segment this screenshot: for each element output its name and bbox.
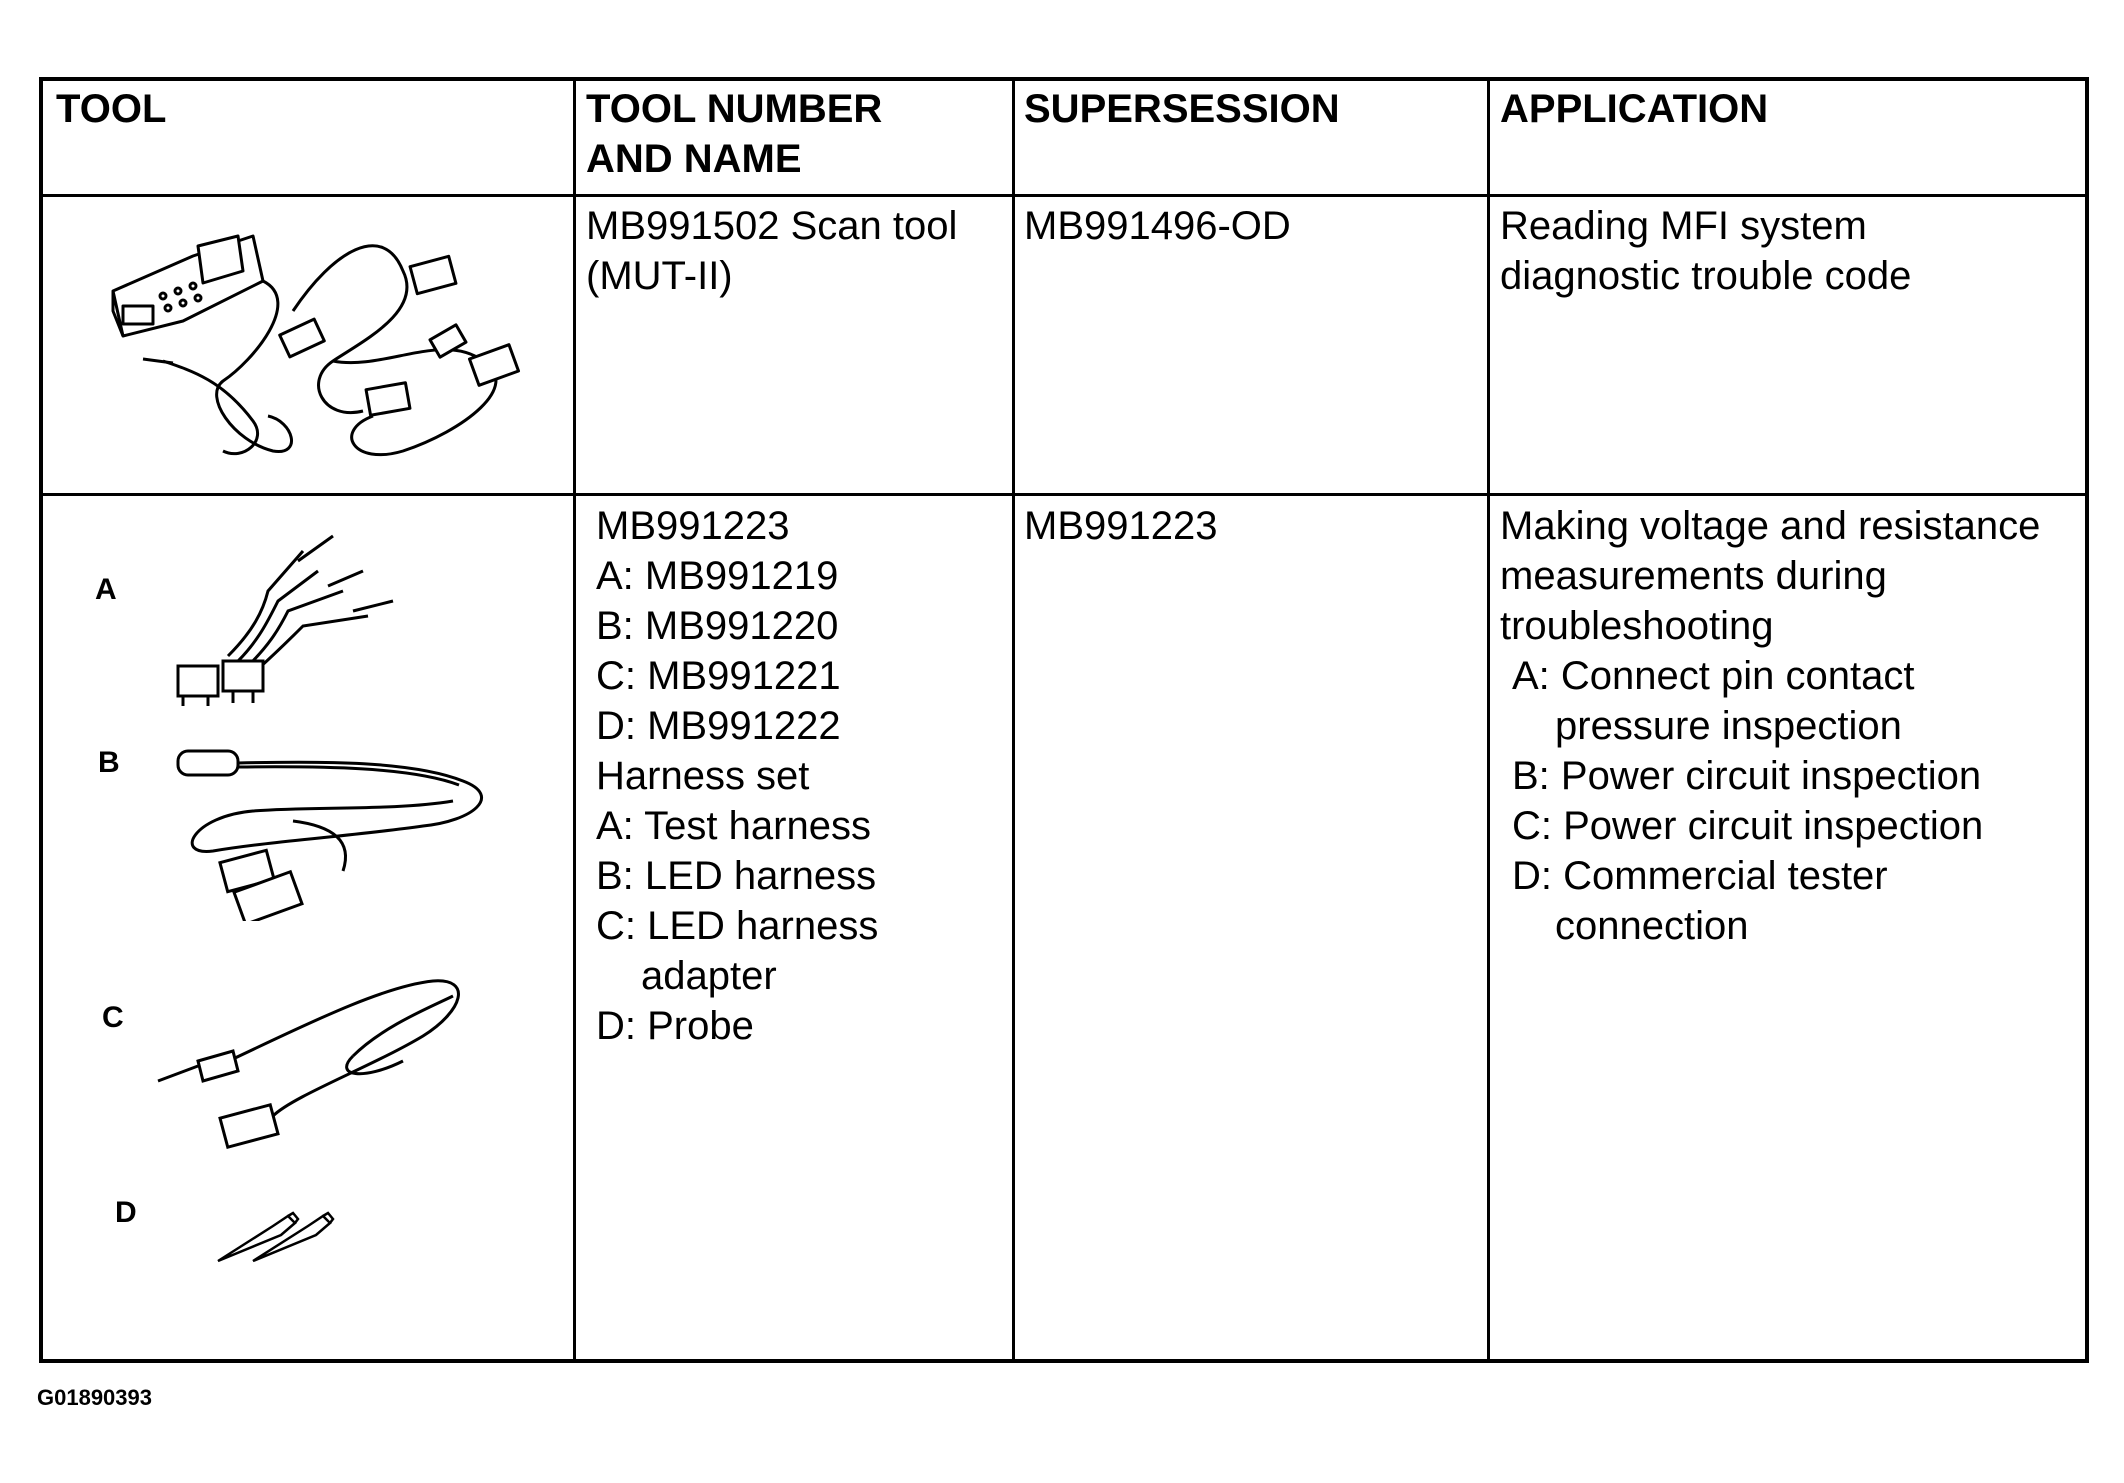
header-tool: TOOL [56, 87, 167, 131]
led-harness-adapter-icon [153, 966, 473, 1166]
column-divider [1012, 81, 1015, 1359]
row2-tool-number [596, 501, 878, 1051]
row2-tool-number-line: B: LED harness [596, 854, 877, 898]
header-application: APPLICATION [1500, 87, 1769, 131]
row-divider [43, 194, 2085, 197]
row2-tool-number-line: B: MB991220 [596, 604, 839, 648]
tool-label-c: C [102, 1001, 124, 1034]
row-divider [43, 493, 2085, 496]
tool-label-a: A [95, 573, 117, 606]
row2-tool-number-line: A: Test harness [596, 804, 871, 848]
row2-tool-number-line: C: MB991221 [596, 654, 841, 698]
row2-tool-number-indent: adapter [641, 954, 777, 998]
row2-application-item-d: D: Commercial tester [1512, 854, 1888, 898]
row2-application-item-c: C: Power circuit inspection [1512, 804, 1984, 848]
header-tool-number [586, 84, 882, 184]
tool-label-d: D [115, 1196, 137, 1229]
row2-application-item-a-cont: pressure inspection [1555, 704, 1902, 748]
row2-application-item-a: A: Connect pin contact [1512, 654, 1915, 698]
scan-tool-with-cables-icon [103, 211, 543, 481]
row2-application-item-b: B: Power circuit inspection [1512, 754, 1982, 798]
tool-label-b: B [98, 746, 120, 779]
row2-application-line: troubleshooting [1500, 604, 1774, 648]
header-supersession: SUPERSESSION [1024, 87, 1340, 131]
row2-tool-number-line: C: LED harness [596, 904, 879, 948]
row2-tool-number-line: D: MB991222 [596, 704, 841, 748]
header-tool-number-line2: AND NAME [586, 137, 802, 181]
row2-application-item-d-cont: connection [1555, 904, 1749, 948]
figure-code: G01890393 [37, 1385, 152, 1410]
row2-supersession: MB991223 [1024, 504, 1218, 548]
row1-application-line: Reading MFI system [1500, 204, 1867, 248]
row1-application-line: diagnostic trouble code [1500, 254, 1912, 298]
row2-application [1500, 501, 2040, 951]
row2-application-line: measurements during [1500, 554, 1887, 598]
row2-tool-number-line: A: MB991219 [596, 554, 839, 598]
test-harness-icon [168, 531, 408, 711]
row1-application [1500, 201, 1911, 301]
row2-tool-number-line: Harness set [596, 754, 810, 798]
column-divider [1487, 81, 1490, 1359]
row2-tool-number-line: MB991223 [596, 504, 790, 548]
header-tool-number-line1: TOOL NUMBER [586, 87, 883, 131]
row1-tool-number [586, 201, 957, 301]
row2-application-line: Making voltage and resistance [1500, 504, 2041, 548]
probe-icon [213, 1191, 413, 1271]
led-harness-icon [173, 741, 503, 921]
row2-tool-number-line: D: Probe [596, 1004, 754, 1048]
row1-tool-number-line: (MUT-II) [586, 254, 733, 298]
row1-supersession: MB991496-OD [1024, 204, 1291, 248]
special-tools-table [39, 77, 2089, 1363]
column-divider [573, 81, 576, 1359]
row1-tool-number-line: MB991502 Scan tool [586, 204, 958, 248]
